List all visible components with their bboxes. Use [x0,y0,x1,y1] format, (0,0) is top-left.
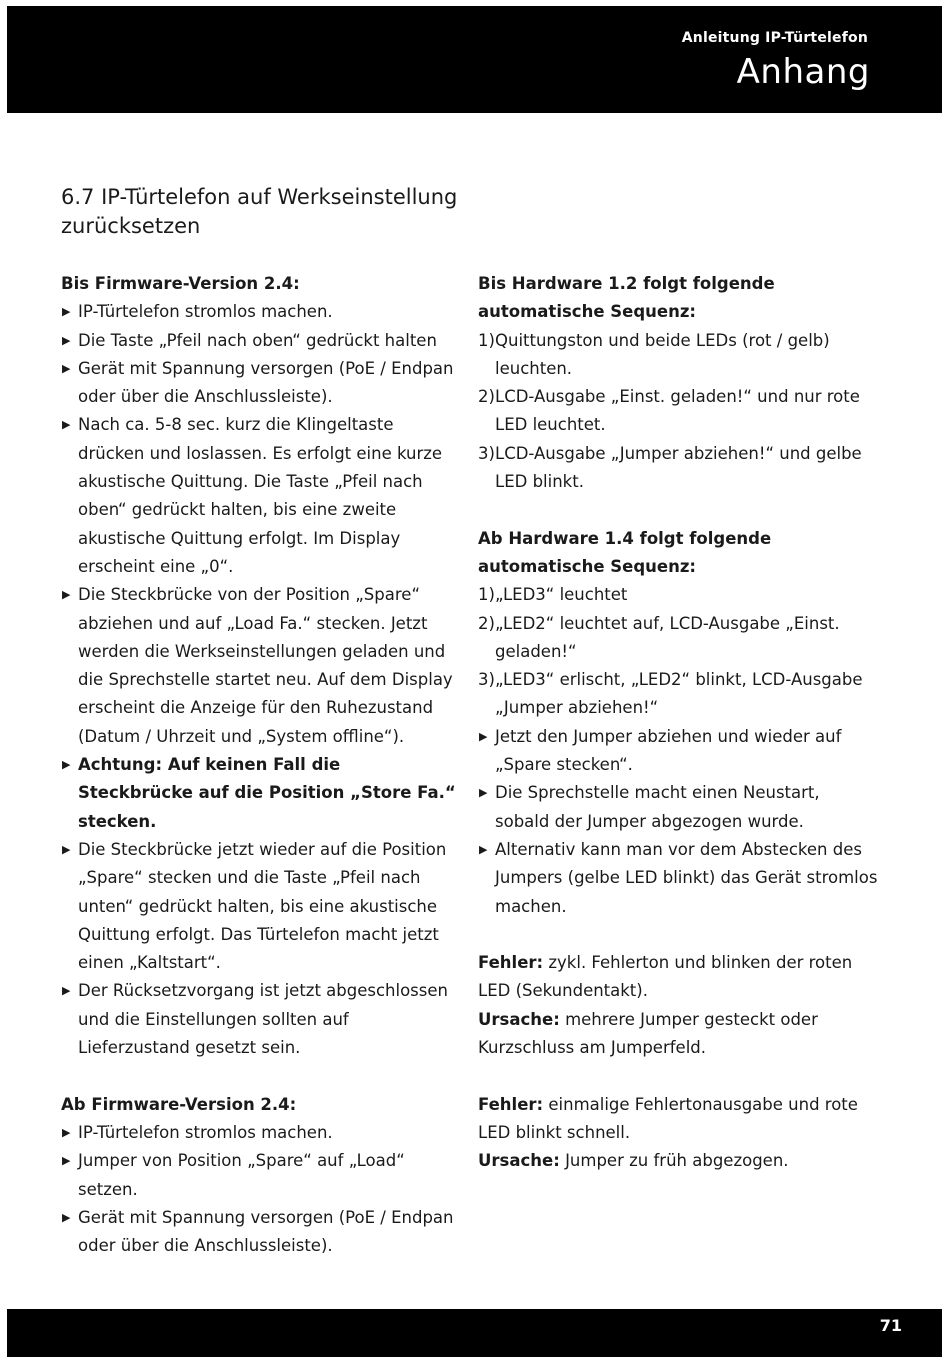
bullet-list-firmware-ab [61,1119,456,1260]
list-item [61,355,456,412]
heading-hardware-ab: Ab Hardware 1.4 folgt folgende automatische Sequenz: [478,528,772,576]
play-triangle-icon: ▶ [62,758,71,772]
step-text: LCD-Ausgabe „Jumper abziehen!“ und gelbe LED blinkt. [495,443,862,492]
play-triangle-icon: ▶ [62,588,71,602]
play-triangle-icon: ▶ [62,842,71,856]
cause-description [478,1147,878,1175]
error-text: einmalige Fehlertonausgabe und rote LED blinkt schnell. [478,1094,858,1142]
step-number: 3) [478,670,495,690]
play-triangle-icon: ▶ [479,842,488,856]
sequence-step [478,581,878,609]
play-triangle-icon: ▶ [479,729,488,743]
error-label: Fehler: [478,1094,544,1114]
list-item [61,1204,456,1261]
step-text: „LED2“ leuchtet auf, LCD-Ausgabe „Einst. geladen!“ [495,613,840,661]
step-text: „LED3“ erlischt, „LED2“ blinkt, LCD-Ausgabe „Jumper abziehen!“ [495,670,863,718]
header-title: Anhang [736,52,870,92]
list-item [478,836,878,921]
list-item [61,977,456,1062]
list-item-text: Der Rücksetzvorgang ist jetzt abgeschlossen und die Einstellungen sollten auf Lieferzustand gesetzt sein. [78,981,448,1058]
list-item-text: Alternativ kann man vor dem Abstecken des Jumpers (gelbe LED blinkt) das Gerät stromlos machen. [495,839,878,916]
step-text: LCD-Ausgabe „Einst. geladen!“ und nur rote LED leuchtet. [495,387,860,435]
list-item-text: Die Sprechstelle macht einen Neustart, sobald der Jumper abgezogen wurde. [495,783,820,831]
list-item [61,327,456,355]
heading-firmware-bis: Bis Firmware-Version 2.4: [61,274,300,293]
step-text: „LED3“ leuchtet [495,585,628,605]
warning-text: Achtung: Auf keinen Fall die Steckbrücke auf die Position „Store Fa.“ stecken. [78,755,456,831]
error-description [478,949,878,1006]
list-item-text: Nach ca. 5-8 sec. kurz die Klingeltaste drücken und loslassen. Es erfolgt eine kurze akustische Quittung. Die Taste „Pfeil nach oben“ gedrückt halten, bis eine zweite akustische Quittung erfolgt. Im Display erscheint eine „0“. [78,415,443,576]
play-triangle-icon: ▶ [62,1210,71,1224]
sequence-step [478,383,878,440]
footer-band [7,1309,942,1357]
list-item [61,836,456,977]
play-triangle-icon: ▶ [62,333,71,347]
list-item-text: Jumper von Position „Spare“ auf „Load“ setzen. [78,1151,405,1199]
cause-label: Ursache: [478,1009,560,1029]
step-number: 1) [478,585,495,605]
sequence-step [478,440,878,497]
step-number: 2) [478,387,495,407]
right-column [478,270,878,1176]
list-item [61,411,456,581]
list-item-text: Gerät mit Spannung versorgen (PoE / Endpan oder über die Anschlussleiste). [78,1207,454,1256]
play-triangle-icon: ▶ [479,786,488,800]
play-triangle-icon: ▶ [62,1154,71,1168]
list-item-text: Jetzt den Jumper abziehen und wieder auf „Spare stecken“. [495,726,842,775]
list-item [478,779,878,836]
list-item-text: IP-Türtelefon stromlos machen. [78,302,333,322]
cause-text: Jumper zu früh abgezogen. [565,1151,789,1171]
left-column [61,270,456,1260]
warning-list-item [61,751,456,836]
list-item-text: Die Steckbrücke von der Position „Spare“ abziehen und auf „Load Fa.“ stecken. Jetzt werden die Werkseinstellungen geladen und die Sprechstelle startet neu. Auf dem Display erscheint die Anzeige für den Ruhezustand (Datum / Uhrzeit und „System offline“). [78,585,453,746]
error-label: Fehler: [478,953,544,973]
list-item [61,1147,456,1204]
play-triangle-icon: ▶ [62,361,71,375]
sequence-hardware-ab [478,581,878,722]
bullet-list-firmware-bis [61,298,456,1062]
play-triangle-icon: ▶ [62,418,71,432]
error-text: zykl. Fehlerton und blinken der roten LED (Sekundentakt). [478,953,853,1001]
cause-description [478,1006,878,1063]
list-item-text: IP-Türtelefon stromlos machen. [78,1122,333,1142]
list-item [61,581,456,751]
sequence-step [478,327,878,384]
sequence-step [478,610,878,667]
header-band [7,6,942,113]
step-number: 2) [478,613,495,633]
play-triangle-icon: ▶ [62,984,71,998]
cause-label: Ursache: [478,1151,560,1171]
page-number: 71 [879,1316,902,1335]
play-triangle-icon: ▶ [62,1125,71,1139]
sequence-hardware-bis [478,327,878,497]
heading-firmware-ab: Ab Firmware-Version 2.4: [61,1094,297,1114]
play-triangle-icon: ▶ [62,305,71,319]
list-item [61,298,456,326]
list-item-text: Die Steckbrücke jetzt wieder auf die Position „Spare“ stecken und die Taste „Pfeil nach unten“ gedrückt halten, bis eine akustische Quittung erfolgt. Das Türtelefon macht jetzt einen „Kaltstart“. [78,839,447,973]
step-number: 3) [478,443,495,463]
cause-text: mehrere Jumper gesteckt oder Kurzschluss am Jumperfeld. [478,1009,818,1058]
heading-hardware-bis: Bis Hardware 1.2 folgt folgende automatische Sequenz: [478,274,775,322]
error-description [478,1091,878,1148]
bullet-list-hardware [478,723,878,921]
list-item [61,1119,456,1147]
list-item-text: Die Taste „Pfeil nach oben“ gedrückt halten [78,330,437,350]
list-item-text: Gerät mit Spannung versorgen (PoE / Endpan oder über die Anschlussleiste). [78,358,454,407]
header-subtitle: Anleitung IP-Türtelefon [681,30,868,46]
list-item [478,723,878,780]
step-text: Quittungston und beide LEDs (rot / gelb) leuchten. [495,330,830,378]
section-title: 6.7 IP-Türtelefon auf Werkseinstellung zurücksetzen [61,185,458,238]
sequence-step [478,666,878,723]
step-number: 1) [478,330,495,350]
